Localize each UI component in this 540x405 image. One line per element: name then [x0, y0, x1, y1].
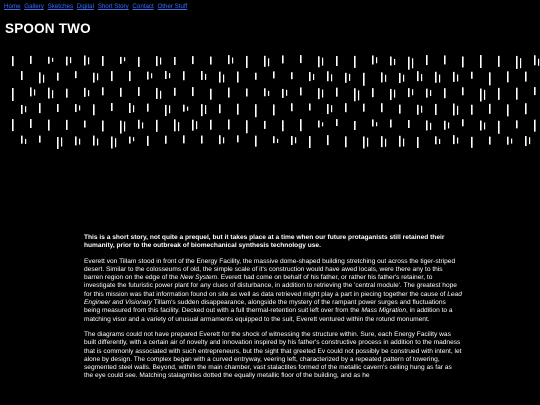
banner-bar — [120, 57, 122, 64]
banner-bar — [205, 74, 206, 80]
banner-bar — [372, 88, 374, 97]
banner-bar — [376, 57, 377, 63]
banner-bar — [300, 87, 302, 95]
banner-bar — [345, 73, 347, 83]
banner-bar — [408, 88, 410, 97]
banner-bar — [345, 136, 347, 147]
banner-bar — [102, 56, 104, 66]
story-paragraph-2: The diagrams could not have prepared Everett for the shock of witnessing the structure within. Sure, each Energy Facility was built differently, with a certain air of novelty and innovation inspired by his father's constructive process in addition to the madness that is commonly associated with such entrepreneurs, but the sight that greeted Ev could not possibly be construed with intent, let alone by design. The complex began with a curved entryway, veering left, characterized by a repeated pattern of towering, segmented steel walls. Beyond, within the main chamber, vast stalactites formed of the metallic cavern's ceiling hung as far as the eye could see. Matching stalagmites dotted the equally metallic floor of the building, and as he — [84, 330, 462, 380]
banner-bar — [66, 120, 68, 130]
banner-bar — [498, 121, 500, 134]
banner-bar — [295, 137, 296, 143]
banner-bar — [381, 136, 383, 147]
banner-bar — [457, 138, 458, 144]
banner-bar — [471, 72, 473, 79]
banner-bar — [129, 71, 131, 81]
banner-bar — [48, 88, 50, 99]
banner-bar — [390, 57, 392, 66]
banner-bar — [97, 139, 98, 146]
nav-link-digital[interactable]: Digital — [76, 3, 94, 10]
banner-bar — [79, 105, 80, 110]
banner-bar — [273, 104, 275, 115]
banner-bar — [394, 90, 395, 98]
banner-bar — [480, 121, 482, 131]
banner-bar — [336, 88, 338, 97]
banner-bar — [318, 120, 320, 127]
banner-bar — [183, 105, 185, 112]
banner-bar — [354, 88, 356, 101]
banner-bar — [484, 90, 485, 100]
banner-bar — [84, 55, 86, 65]
story-intro: This is a short story, not quite a prequel, but it takes place at a time when our future protaganists still retained their humanity, prior to the outbreak of biomechanical synthesis technology use. — [84, 234, 445, 250]
banner-bar — [21, 105, 23, 114]
banner-bar — [336, 119, 338, 126]
banner-bar — [363, 104, 365, 112]
banner-bar — [160, 91, 161, 99]
nav-link-home[interactable]: Home — [4, 3, 21, 10]
banner-bar — [376, 122, 377, 126]
banner-bar — [12, 56, 14, 66]
banner-bar — [57, 73, 59, 81]
banner-bar — [39, 72, 41, 83]
banner-bar — [435, 72, 437, 83]
banner-bar — [129, 103, 131, 113]
banner-bar — [39, 103, 41, 113]
banner-bar — [435, 104, 437, 115]
banner-bar — [273, 136, 275, 143]
banner-bar — [12, 119, 14, 131]
banner-bar — [228, 55, 230, 64]
banner-bar — [156, 88, 158, 99]
banner-bar — [115, 138, 116, 147]
banner-bar — [327, 104, 329, 114]
banner-bar — [237, 135, 239, 142]
banner-bar — [88, 57, 89, 64]
banner-bar — [246, 88, 248, 96]
banner-bar — [300, 55, 302, 63]
banner-bar — [439, 139, 440, 144]
banner-bar — [57, 104, 59, 112]
banner-bar — [201, 71, 203, 80]
banner-bar — [372, 119, 374, 126]
banner-bar — [291, 72, 293, 79]
banner-bar — [516, 88, 518, 100]
banner-bar — [381, 103, 383, 112]
banner-bar — [421, 106, 422, 113]
story-text: , in addition to a matching visor and a variety of unusual armaments equipped to the suit, Everett ventured within the rotund monument. — [84, 307, 453, 323]
banner-bar — [507, 104, 509, 116]
banner-bar — [516, 120, 518, 128]
banner-bar — [151, 73, 152, 78]
banner-bar — [52, 90, 53, 98]
nav-link-other-stuff[interactable]: Other Stuff — [157, 3, 188, 10]
banner-bar — [462, 87, 464, 95]
banner-bar — [201, 104, 203, 116]
banner-bar — [169, 105, 170, 113]
banner-bar — [390, 89, 392, 100]
banner-bar — [196, 121, 197, 129]
banner-bar — [129, 137, 131, 144]
banner-bar — [426, 120, 428, 130]
banner-bar — [277, 139, 278, 143]
banner-bar — [444, 55, 446, 64]
banner-bar — [345, 103, 347, 112]
banner-bar — [372, 55, 374, 64]
banner-bar — [246, 56, 248, 68]
banner-bar — [156, 120, 158, 132]
banner-bar — [75, 71, 77, 78]
banner-bar — [52, 58, 53, 62]
banner-bar — [363, 136, 365, 148]
banner-bar — [273, 71, 275, 78]
banner-bar — [165, 105, 167, 116]
banner-bar — [48, 57, 50, 64]
banner-bar — [21, 136, 23, 144]
banner-bar — [111, 103, 113, 111]
banner-bar — [529, 137, 530, 144]
banner-bar — [457, 74, 458, 81]
banner-bar — [480, 55, 482, 68]
banner-bar — [210, 89, 212, 100]
banner-bar — [183, 71, 185, 80]
banner-bar — [363, 73, 365, 86]
banner-bar — [174, 88, 176, 96]
nav-link-sketches[interactable]: Sketches — [47, 3, 74, 10]
banner-bar — [228, 88, 230, 98]
banner-bar — [439, 75, 440, 83]
banner-image — [0, 47, 540, 157]
nav-link-gallery[interactable]: Gallery — [24, 3, 44, 10]
banner-bar — [462, 119, 464, 126]
banner-bar — [399, 73, 401, 83]
banner-bar — [97, 73, 98, 80]
banner-bar — [403, 75, 404, 82]
page-title: SPOON TWO — [5, 21, 91, 36]
banner-bar — [534, 120, 536, 132]
banner-bar — [412, 89, 413, 95]
banner-bar — [318, 88, 320, 99]
banner-bar — [25, 106, 26, 112]
banner-bar — [367, 138, 368, 147]
banner-bar — [336, 56, 338, 66]
banner-bar — [264, 88, 266, 96]
banner-bar — [255, 104, 257, 117]
banner-bar — [309, 72, 311, 81]
banner-bar — [219, 72, 221, 83]
banner-bar — [408, 57, 410, 70]
banner-bar — [399, 136, 401, 147]
banner-bar — [183, 135, 185, 143]
banner-bar — [480, 89, 482, 102]
banner-bar — [187, 107, 188, 111]
banner-bar — [165, 71, 167, 79]
banner-bar — [174, 57, 176, 65]
banner-bar — [385, 139, 386, 147]
banner-bar — [507, 137, 509, 145]
banner-bar — [255, 73, 257, 80]
banner-bar — [426, 55, 428, 65]
banner-bar — [30, 87, 32, 96]
banner-bar — [349, 74, 350, 81]
story-content — [84, 234, 462, 388]
banner-bar — [282, 89, 284, 98]
banner-bar — [84, 121, 86, 128]
nav-link-short-story[interactable]: Short Story — [97, 3, 129, 10]
banner-bar — [147, 72, 149, 80]
banner-bar — [525, 103, 527, 114]
banner-bar — [142, 122, 143, 128]
banner-bar — [156, 56, 158, 66]
banner-bar — [430, 123, 431, 130]
banner-bar — [354, 121, 356, 130]
banner-bar — [507, 71, 509, 82]
banner-bar — [318, 56, 320, 67]
banner-bar — [147, 136, 149, 146]
banner-bar — [219, 135, 221, 144]
nav-link-contact[interactable]: Contact — [132, 3, 154, 10]
banner-bar — [255, 136, 257, 147]
banner-bar — [246, 120, 248, 133]
banner-bar — [169, 73, 170, 78]
banner-bar — [39, 136, 41, 143]
banner-bar — [327, 135, 329, 145]
banner-bar — [322, 122, 323, 126]
story-emphasis: Lead Engineer and Visionary — [84, 290, 462, 307]
banner-bar — [430, 90, 431, 96]
banner-bar — [453, 104, 455, 116]
banner-bar — [75, 104, 77, 112]
banner-bar — [282, 55, 284, 63]
banner-bar — [147, 104, 149, 112]
banner-bar — [354, 56, 356, 68]
banner-bar — [93, 136, 95, 146]
banner-bar — [417, 105, 419, 115]
banner-bar — [66, 57, 68, 66]
banner-bar — [12, 88, 14, 101]
banner-bar — [417, 71, 419, 81]
banner-bar — [309, 136, 311, 148]
banner-bar — [84, 88, 86, 97]
banner-bar — [511, 139, 512, 144]
banner-bar — [453, 72, 455, 82]
banner-bar — [264, 121, 266, 129]
banner-bar — [61, 137, 62, 146]
banner-bar — [489, 104, 491, 114]
banner-bar — [192, 120, 194, 131]
banner-bar — [264, 56, 266, 67]
banner-bar — [268, 58, 269, 66]
story-emphasis: Mass Migration — [361, 307, 407, 315]
banner-bar — [223, 74, 224, 82]
banner-bar — [93, 73, 95, 83]
banner-bar — [88, 90, 89, 96]
banner-bar — [516, 56, 518, 69]
banner-bar — [210, 57, 212, 65]
banner-bar — [111, 71, 113, 81]
banner-bar — [57, 137, 59, 149]
banner-bar — [534, 87, 536, 95]
banner-bar — [165, 136, 167, 144]
banner-bar — [223, 137, 224, 143]
banner-bar — [390, 120, 392, 128]
banner-bar — [237, 72, 239, 83]
banner-bar — [30, 56, 32, 64]
banner-bar — [444, 121, 446, 130]
banner-bar — [520, 58, 521, 68]
top-nav — [4, 3, 189, 10]
banner-bar — [417, 137, 419, 148]
banner-bar — [210, 120, 212, 130]
banner-bar — [138, 120, 140, 129]
banner-bar — [385, 75, 386, 82]
banner-bar — [444, 88, 446, 98]
banner-bar — [192, 87, 194, 96]
banner-bar — [237, 104, 239, 115]
banner-bar — [124, 121, 125, 131]
banner-bar — [489, 72, 491, 85]
banner-bar — [399, 105, 401, 114]
banner-bar — [309, 104, 311, 111]
banner-bar — [322, 90, 323, 98]
banner-bar — [120, 121, 122, 134]
banner-bar — [133, 137, 134, 141]
banner-bar — [435, 136, 437, 144]
banner-bar — [133, 105, 134, 112]
banner-bar — [102, 87, 104, 95]
banner-bar — [331, 74, 332, 81]
banner-bar — [471, 137, 473, 148]
banner-bar — [408, 120, 410, 128]
banner-bar — [34, 89, 35, 95]
banner-bar — [138, 87, 140, 96]
banner-bar — [313, 74, 314, 80]
banner-bar — [48, 120, 50, 131]
banner-bar — [160, 58, 161, 65]
story-text: Everett von Tillam stood in front of the Energy Facility, the massive dome-shaped building stretching out across the tiger-striped desert. Similar to the colosseums of old, the simple scale of it's construction would have awed locals, were there any to this barren region on the edge of the — [84, 257, 456, 282]
banner-bar — [102, 121, 104, 132]
banner-bar — [489, 137, 491, 145]
story-text: . Everett had come on behalf of his father, or rather his father's retainer, to investigate the futuristic power plant for any clues of disturbance, in addition to retrieving the 'central module'. The greatest hope for this mission was that information found on site as well as data retrieved might play a part in piecing together the cause of — [84, 274, 457, 298]
banner-bar — [421, 74, 422, 81]
banner-bar — [498, 56, 500, 67]
banner-bar — [462, 56, 464, 67]
banner-bar — [282, 120, 284, 131]
banner-bar — [412, 58, 413, 68]
banner-bar — [381, 72, 383, 82]
story-emphasis: New System — [180, 274, 218, 282]
banner-bar — [498, 88, 500, 100]
banner-bar — [358, 90, 359, 100]
banner-bar — [79, 139, 80, 145]
banner-bar — [322, 58, 323, 66]
story-paragraph-1 — [84, 258, 462, 324]
banner-bar — [534, 55, 536, 65]
banner-bar — [93, 104, 95, 115]
banner-bar — [471, 105, 473, 115]
banner-bar — [232, 57, 233, 63]
banner-bar — [205, 105, 206, 114]
banner-bar — [228, 119, 230, 129]
banner-bar — [192, 56, 194, 64]
story-text: Tillam's sudden disappearance, alongside the mystery of the rampant power surges and fluctuations being measured from this facility. Decked out with a full thermal-retention suit left over from the — [84, 299, 446, 315]
banner-bar — [448, 122, 449, 128]
banner-bar — [457, 106, 458, 115]
banner-bar — [426, 89, 428, 98]
banner-bar — [178, 122, 179, 131]
banner-bar — [120, 88, 122, 97]
banner-bar — [70, 57, 71, 63]
banner-bar — [538, 59, 539, 66]
banner-bar — [75, 136, 77, 145]
banner-bar — [291, 136, 293, 145]
banner-bar — [453, 135, 455, 144]
banner-bar — [25, 139, 26, 144]
banner-bar — [174, 119, 176, 131]
banner-bar — [219, 104, 221, 113]
banner-bar — [525, 72, 527, 82]
banner-bar — [300, 119, 302, 131]
banner-bar — [268, 91, 269, 96]
banner-bar — [394, 59, 395, 65]
banner-bar — [291, 103, 293, 111]
banner-bar — [66, 89, 68, 98]
banner-bar — [525, 136, 527, 146]
banner-bar — [331, 105, 332, 112]
banner-bar — [124, 57, 125, 61]
banner-bar — [30, 119, 32, 128]
banner-bar — [286, 90, 287, 96]
banner-bar — [484, 123, 485, 130]
banner-bar — [138, 57, 140, 67]
banner-bar — [201, 136, 203, 144]
banner-bar — [21, 71, 23, 80]
banner-bar — [111, 136, 113, 148]
banner-bar — [327, 71, 329, 81]
banner-bar — [43, 75, 44, 83]
banner-bar — [403, 138, 404, 146]
